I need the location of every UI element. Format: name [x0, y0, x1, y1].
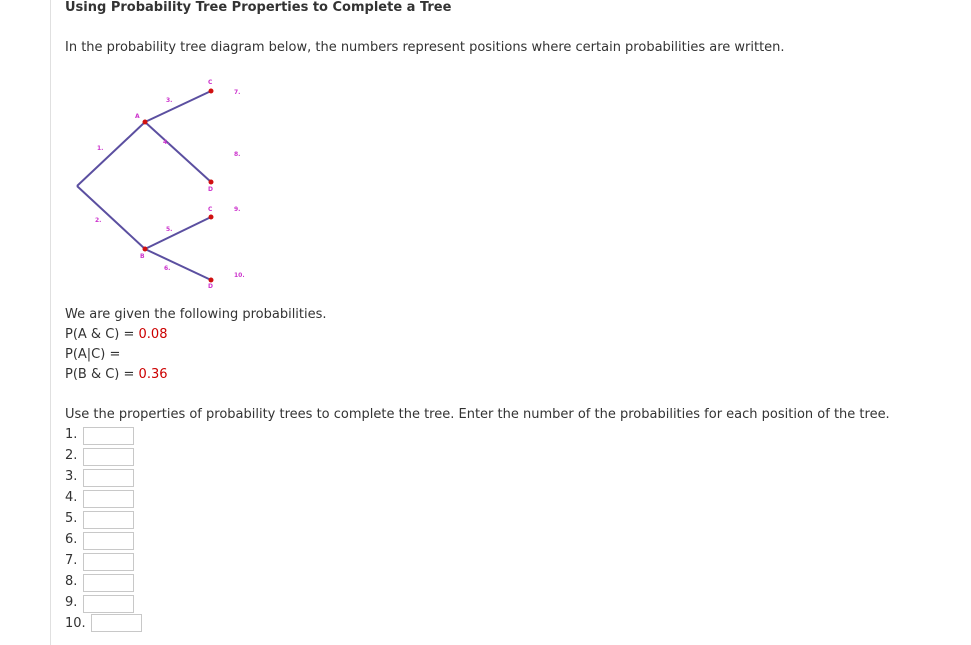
- answer-row-1: [65, 427, 77, 447]
- branch-3: [145, 91, 211, 122]
- node-label-b: B: [140, 253, 145, 260]
- answer-input-3[interactable]: [83, 469, 134, 487]
- position-label-3: 3.: [166, 97, 173, 104]
- node-d-bot: [209, 278, 214, 283]
- position-label-6: 6.: [164, 265, 171, 272]
- position-label-8: 8.: [234, 151, 241, 158]
- node-c-bot: [209, 215, 214, 220]
- answer-row-3: [65, 469, 77, 489]
- position-label-2: 2.: [95, 217, 102, 224]
- answer-label: 8.: [65, 574, 78, 589]
- node-c-top: [209, 89, 214, 94]
- branch-5: [145, 217, 211, 249]
- page-title: Using Probability Tree Properties to Complete a Tree: [65, 0, 452, 15]
- node-label-d-top: D: [208, 186, 213, 193]
- given-label: P(A & C) =: [65, 327, 135, 342]
- answer-input-10[interactable]: [91, 614, 142, 632]
- answer-input-1[interactable]: [83, 427, 134, 445]
- given-item: [65, 327, 167, 342]
- answer-row-8: [65, 574, 77, 594]
- instructions: Use the properties of probability trees to complete the tree. Enter the number of the probabilities for each position of the tree.: [65, 407, 890, 422]
- given-label: P(A|C) =: [65, 347, 121, 362]
- node-d-top: [209, 180, 214, 185]
- answer-label: 7.: [65, 553, 78, 568]
- answer-label: 6.: [65, 532, 78, 547]
- given-label: P(B & C) =: [65, 367, 135, 382]
- answer-label: 3.: [65, 469, 78, 484]
- given-value: 0.36: [138, 367, 168, 382]
- node-label-d-bot: D: [208, 283, 213, 290]
- position-label-10: 10.: [234, 272, 245, 279]
- answer-input-5[interactable]: [83, 511, 134, 529]
- position-label-7: 7.: [234, 89, 241, 96]
- answer-input-7[interactable]: [83, 553, 134, 571]
- probability-tree-diagram: [70, 75, 270, 300]
- answer-label: 10.: [65, 616, 86, 631]
- answer-input-9[interactable]: [83, 595, 134, 613]
- node-a: [143, 120, 148, 125]
- branch-2: [77, 186, 145, 249]
- answer-row-5: [65, 511, 77, 531]
- answer-row-6: [65, 532, 77, 552]
- answer-row-4: [65, 490, 77, 510]
- node-label-c-bot: C: [208, 206, 213, 213]
- answer-input-2[interactable]: [83, 448, 134, 466]
- answer-row-10: [65, 616, 86, 636]
- answer-row-2: [65, 448, 77, 468]
- position-label-9: 9.: [234, 206, 241, 213]
- answer-row-9: [65, 595, 77, 615]
- answer-label: 5.: [65, 511, 78, 526]
- left-divider: [50, 0, 51, 645]
- answer-input-8[interactable]: [83, 574, 134, 592]
- answer-label: 4.: [65, 490, 78, 505]
- position-label-4: 4.: [163, 139, 170, 146]
- given-item: [65, 367, 168, 382]
- answer-label: 9.: [65, 595, 78, 610]
- answer-label: 2.: [65, 448, 78, 463]
- intro-text: In the probability tree diagram below, the numbers represent positions where certain probabilities are written.: [65, 40, 785, 55]
- branch-1: [77, 122, 145, 186]
- position-label-5: 5.: [166, 226, 173, 233]
- position-label-1: 1.: [97, 145, 104, 152]
- given-value: 0.08: [138, 327, 168, 342]
- given-heading: We are given the following probabilities.: [65, 307, 327, 322]
- branch-6: [145, 249, 211, 280]
- given-item: [65, 347, 120, 362]
- answer-input-6[interactable]: [83, 532, 134, 550]
- answer-row-7: [65, 553, 77, 573]
- branch-4: [145, 122, 211, 182]
- node-b: [143, 247, 148, 252]
- answer-label: 1.: [65, 427, 78, 442]
- answer-input-4[interactable]: [83, 490, 134, 508]
- node-label-a: A: [135, 113, 140, 120]
- node-label-c-top: C: [208, 79, 213, 86]
